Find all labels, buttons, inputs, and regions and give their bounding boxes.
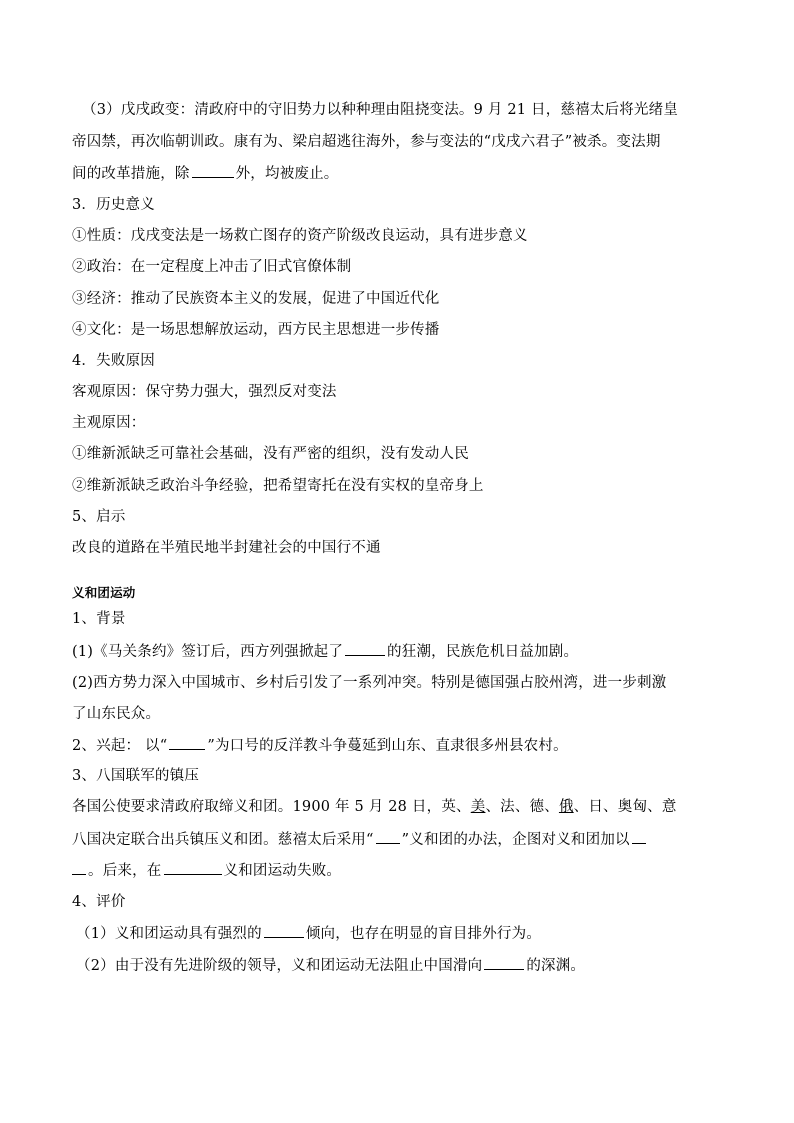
text: ①维新派缺乏可靠社会基础，没有严密的组织，没有发动人民 [72, 446, 469, 462]
evaluation-item-2 [76, 955, 726, 976]
background-item-2-line-1 [72, 673, 722, 693]
text: 改良的道路在半殖民地半封建社会的中国行不通 [72, 540, 381, 556]
text: ”义和团的办法，企图对义和团加以 [401, 832, 630, 848]
text: 的狂潮，民族危机日益加剧。 [387, 644, 579, 660]
section-heading-failure [72, 351, 722, 371]
heading-text: 1、背景 [72, 611, 126, 627]
subjective-reason-2 [72, 476, 722, 496]
text: 的深渊。 [526, 958, 586, 974]
significance-item-2 [72, 257, 722, 277]
underlined-text: 美 [470, 799, 486, 815]
significance-item-3 [72, 289, 722, 309]
subjective-reason-label [72, 413, 722, 433]
suppression-line-1 [72, 797, 722, 817]
fill-in-blank[interactable] [345, 641, 385, 656]
text: 、日、奥匈、意 [573, 799, 677, 815]
fill-in-blank[interactable] [164, 860, 222, 875]
coup-paragraph-line-2 [72, 132, 722, 152]
text: ②维新派缺乏政治斗争经验，把希望寄托在没有实权的皇帝身上 [72, 478, 484, 494]
text: ”为口号的反洋教斗争蔓延到山东、直隶很多州县农村。 [207, 738, 568, 754]
boxer-heading-evaluation [72, 892, 722, 912]
boxer-heading-background [72, 609, 722, 629]
text: 客观原因：保守势力强大，强烈反对变法 [72, 384, 337, 400]
heading-text: 3．历史意义 [72, 197, 155, 213]
heading-text: 4．失败原因 [72, 353, 155, 369]
text: 。后来，在 [88, 863, 162, 879]
heading-text: 3、八国联军的镇压 [72, 768, 200, 784]
text: 外，均被废止。 [235, 166, 339, 182]
fill-in-blank[interactable] [264, 923, 304, 938]
boxer-heading-suppression [72, 766, 722, 786]
boxer-rise [72, 735, 722, 756]
fill-in-blank[interactable] [376, 829, 400, 844]
background-item-2-line-2 [72, 704, 722, 724]
text: (2)西方势力深入中国城市、乡村后引发了一系列冲突。特别是德国强占胶州湾，进一步刺激 [72, 675, 667, 691]
text: 间的改革措施，除 [72, 166, 190, 182]
text: 、法、德、 [485, 799, 559, 815]
fill-in-blank[interactable] [632, 829, 646, 844]
fill-in-blank[interactable] [72, 860, 86, 875]
text: 八国决定联合出兵镇压义和团。慈禧太后采用“ [72, 832, 374, 848]
text: (1)《马关条约》签订后，西方列强掀起了 [72, 644, 344, 660]
suppression-line-3 [72, 860, 722, 881]
text: 倾向，也存在明显的盲目排外行为。 [305, 926, 542, 942]
lesson-text [72, 538, 722, 558]
background-item-1 [72, 641, 722, 662]
heading-text: 5、启示 [72, 509, 126, 525]
significance-item-4 [72, 320, 722, 340]
coup-paragraph-line-3 [72, 163, 722, 184]
text: （1）义和团运动具有强烈的 [76, 926, 262, 942]
text: （2）由于没有先进阶级的领导，义和团运动无法阻止中国滑向 [76, 958, 483, 974]
text: ①性质：戊戌变法是一场救亡图存的资产阶级改良运动，具有进步意义 [72, 228, 528, 244]
coup-paragraph-line-1 [82, 100, 732, 120]
text: 2、兴起： 以“ [72, 738, 168, 754]
underlined-text: 俄 [558, 799, 574, 815]
section-heading-significance [72, 195, 722, 215]
text: 义和团运动失败。 [223, 863, 342, 879]
text: 主观原因： [72, 415, 146, 431]
subjective-reason-1 [72, 444, 722, 464]
text: ②政治：在一定程度上冲击了旧式官僚体制 [72, 259, 352, 275]
evaluation-item-1 [76, 923, 726, 944]
text: ④文化：是一场思想解放运动，西方民主思想进一步传播 [72, 322, 440, 338]
heading-text: 4、评价 [72, 894, 126, 910]
fill-in-blank[interactable] [192, 163, 234, 178]
text: ③经济：推动了民族资本主义的发展，促进了中国近代化 [72, 291, 440, 307]
section-heading-lesson [72, 507, 722, 527]
text: 了山东民众。 [72, 706, 161, 722]
text: 帝囚禁，再次临朝训政。康有为、梁启超逃往海外，参与变法的“戊戌六君子”被杀。变法期 [72, 134, 661, 150]
boxer-movement-title [72, 583, 722, 603]
text: 各国公使要求清政府取缔义和团。1900 年 5 月 28 日，英、 [72, 799, 471, 815]
suppression-line-2 [72, 829, 722, 850]
title-text: 义和团运动 [72, 585, 136, 600]
objective-reason [72, 382, 722, 402]
fill-in-blank[interactable] [169, 735, 205, 750]
fill-in-blank[interactable] [484, 955, 524, 970]
text: （3）戊戌政变：清政府中的守旧势力以种种理由阻挠变法。9 月 21 日，慈禧太后将光绪皇 [82, 102, 679, 118]
significance-item-1 [72, 226, 722, 246]
